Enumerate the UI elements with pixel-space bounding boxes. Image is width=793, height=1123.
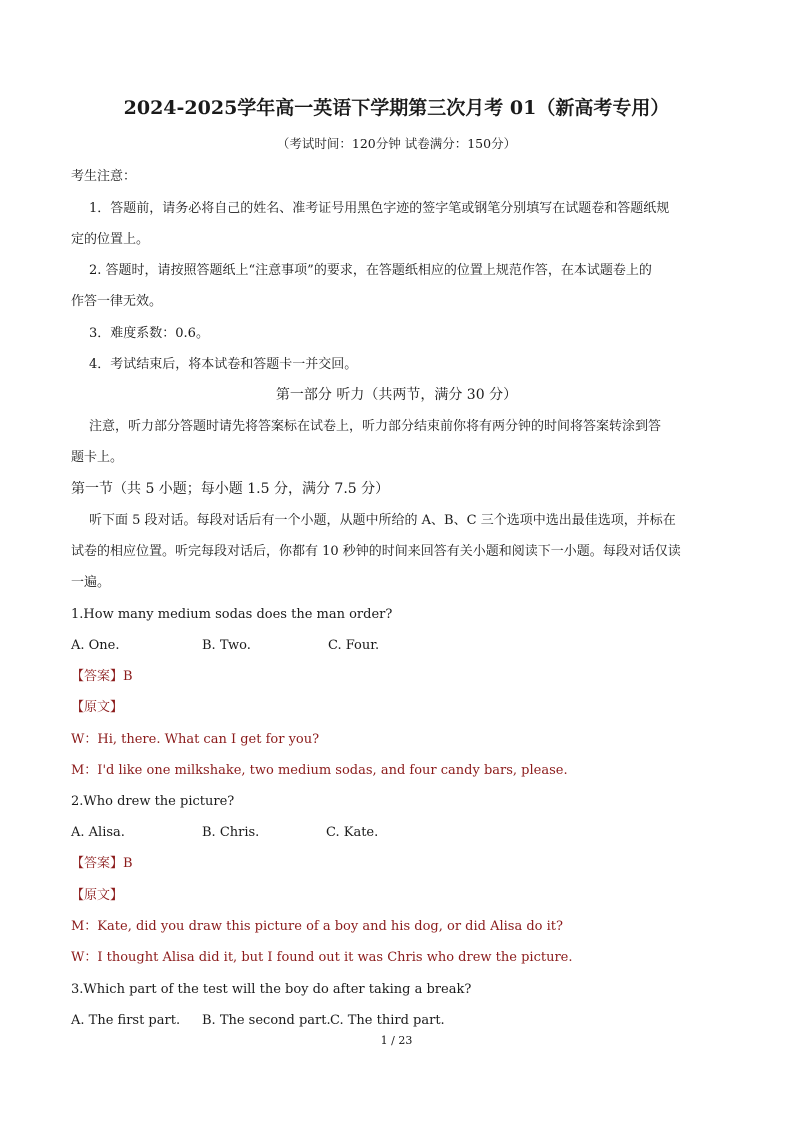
notice-item-1-cont: 定的位置上。 xyxy=(71,232,150,247)
question-1-option-b: B. Two. xyxy=(202,638,251,653)
question-1-option-a: A. One. xyxy=(71,638,120,653)
question-1-transcript-line-2: M：I'd like one milkshake, two medium sodas, and four candy bars, please. xyxy=(71,763,568,778)
section1-instructions-cont: 试卷的相应位置。听完每段对话后，你都有 10 秒钟的时间来回答有关小题和阅读下一小题。每段对话仅读 xyxy=(71,544,681,559)
page-title: 2024-2025学年高一英语下学期第三次月考 01（新高考专用） xyxy=(123,97,670,119)
listening-note-cont: 题卡上。 xyxy=(71,450,124,465)
question-1-transcript-line-1: W：Hi, there. What can I get for you? xyxy=(71,732,320,747)
question-1-transcript-label: 【原文】 xyxy=(71,700,124,715)
exam-duration-and-score: （考试时间：120分钟 试卷满分：150分） xyxy=(276,136,517,151)
question-2-transcript-line-1: M：Kate, did you draw this picture of a boy and his dog, or did Alisa do it? xyxy=(71,919,563,934)
question-1-answer: 【答案】B xyxy=(71,669,133,684)
section1-heading: 第一节（共 5 小题；每小题 1.5 分，满分 7.5 分） xyxy=(71,481,390,497)
question-1-stem: 1.How many medium sodas does the man order? xyxy=(71,607,393,622)
question-3-option-b: B. The second part. xyxy=(202,1013,331,1028)
question-2-answer: 【答案】B xyxy=(71,856,133,871)
question-2-option-b: B. Chris. xyxy=(202,825,260,840)
question-3-stem: 3.Which part of the test will the boy do after taking a break? xyxy=(71,982,472,997)
question-2-transcript-label: 【原文】 xyxy=(71,888,124,903)
page-number: 1 / 23 xyxy=(380,1034,413,1047)
question-2-transcript-line-2: W：I thought Alisa did it, but I found out it was Chris who drew the picture. xyxy=(71,950,573,965)
notice-item-1: 1．答题前，请务必将自己的姓名、准考证号用黑色字迹的签字笔或钢笔分别填写在试题卷和答题纸规 xyxy=(89,201,670,216)
notice-item-2-cont: 作答一律无效。 xyxy=(71,294,163,309)
question-3-option-a: A. The first part. xyxy=(71,1013,181,1028)
question-2-option-c: C. Kate. xyxy=(326,825,379,840)
question-2-option-a: A. Alisa. xyxy=(71,825,125,840)
section1-instructions-end: 一遍。 xyxy=(71,575,111,590)
part1-heading: 第一部分 听力（共两节，满分 30 分） xyxy=(275,387,518,403)
notice-item-3: 3．难度系数：0.6。 xyxy=(89,326,209,341)
question-3-option-c: C. The third part. xyxy=(330,1013,445,1028)
notice-item-4: 4．考试结束后，将本试卷和答题卡一并交回。 xyxy=(89,357,358,372)
section1-instructions: 听下面 5 段对话。每段对话后有一个小题，从题中所给的 A、B、C 三个选项中选出最佳选项，并标在 xyxy=(89,513,676,528)
question-1-option-c: C. Four. xyxy=(328,638,380,653)
listening-note: 注意，听力部分答题时请先将答案标在试卷上，听力部分结束前你将有两分钟的时间将答案转涂到答 xyxy=(89,419,662,434)
question-2-stem: 2.Who drew the picture? xyxy=(71,794,235,809)
notice-heading: 考生注意： xyxy=(71,169,137,184)
notice-item-2: 2. 答题时，请按照答题纸上“注意事项”的要求，在答题纸相应的位置上规范作答，在本试题卷上的 xyxy=(89,263,652,278)
